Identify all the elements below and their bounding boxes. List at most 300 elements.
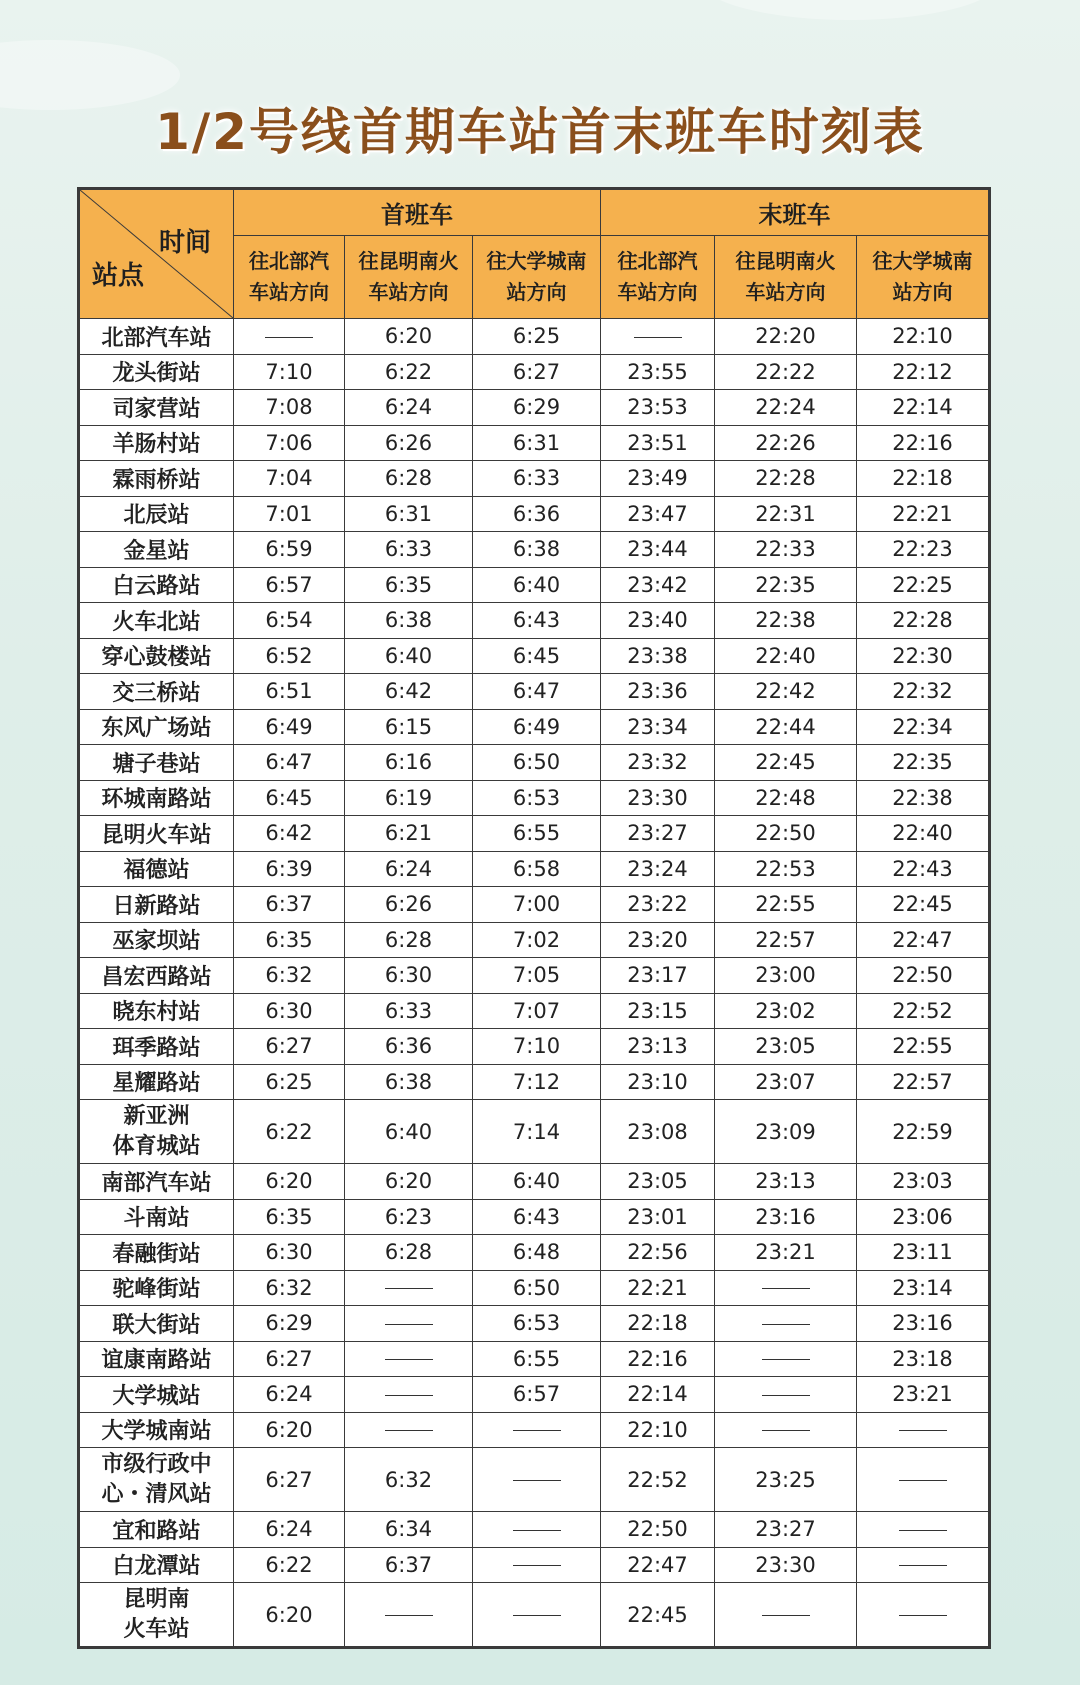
time-cell: 6:42 xyxy=(234,816,345,852)
station-name: 宜和路站 xyxy=(79,1512,234,1548)
time-cell: 22:16 xyxy=(857,425,990,461)
time-cell: 6:40 xyxy=(473,567,601,603)
time-cell: 6:49 xyxy=(234,709,345,745)
time-cell: 6:50 xyxy=(473,745,601,781)
time-cell: 23:10 xyxy=(601,1064,715,1100)
table-row xyxy=(79,1199,990,1235)
time-cell: 22:45 xyxy=(715,745,857,781)
table-row xyxy=(79,922,990,958)
time-cell: 22:48 xyxy=(715,780,857,816)
station-name: 穿心鼓楼站 xyxy=(79,638,234,674)
time-cell: 6:22 xyxy=(345,354,473,390)
time-cell: 22:50 xyxy=(715,816,857,852)
table-row xyxy=(79,638,990,674)
table-row xyxy=(79,1164,990,1200)
table-row xyxy=(79,993,990,1029)
station-name: 联大街站 xyxy=(79,1306,234,1342)
dash-mark xyxy=(762,1615,810,1616)
time-cell: 6:34 xyxy=(345,1512,473,1548)
no-service-cell xyxy=(715,1583,857,1648)
time-cell: 23:14 xyxy=(857,1270,990,1306)
time-cell: 6:28 xyxy=(345,461,473,497)
time-cell: 23:09 xyxy=(715,1100,857,1164)
time-cell: 6:30 xyxy=(234,993,345,1029)
time-cell: 6:26 xyxy=(345,425,473,461)
dash-mark xyxy=(385,1615,433,1616)
time-cell: 22:40 xyxy=(715,638,857,674)
time-cell: 7:12 xyxy=(473,1064,601,1100)
station-name: 谊康南路站 xyxy=(79,1341,234,1377)
time-cell: 23:30 xyxy=(601,780,715,816)
table-row xyxy=(79,603,990,639)
time-cell: 23:27 xyxy=(601,816,715,852)
time-cell: 23:01 xyxy=(601,1199,715,1235)
time-cell: 6:33 xyxy=(345,993,473,1029)
table-row xyxy=(79,1235,990,1271)
dash-mark xyxy=(513,1565,561,1566)
time-cell: 23:16 xyxy=(857,1306,990,1342)
time-cell: 6:36 xyxy=(345,1029,473,1065)
time-cell: 22:18 xyxy=(601,1306,715,1342)
time-cell: 22:57 xyxy=(857,1064,990,1100)
time-cell: 6:20 xyxy=(345,1164,473,1200)
time-cell: 22:31 xyxy=(715,496,857,532)
time-cell: 23:20 xyxy=(601,922,715,958)
table-row xyxy=(79,532,990,568)
time-cell: 6:28 xyxy=(345,922,473,958)
direction-header-first-2: 往昆明南火 车站方向 xyxy=(345,236,473,319)
dash-mark xyxy=(385,1324,433,1325)
time-cell: 22:23 xyxy=(857,532,990,568)
no-service-cell xyxy=(715,1306,857,1342)
time-cell: 6:32 xyxy=(345,1448,473,1512)
time-cell: 7:10 xyxy=(234,354,345,390)
time-cell: 22:55 xyxy=(857,1029,990,1065)
station-name: 昆明火车站 xyxy=(79,816,234,852)
time-cell: 6:38 xyxy=(473,532,601,568)
station-name: 大学城站 xyxy=(79,1377,234,1413)
time-cell: 7:14 xyxy=(473,1100,601,1164)
table-row xyxy=(79,1064,990,1100)
time-cell: 6:38 xyxy=(345,603,473,639)
no-service-cell xyxy=(857,1583,990,1648)
dash-mark xyxy=(762,1288,810,1289)
time-cell: 6:20 xyxy=(345,319,473,355)
time-cell: 6:25 xyxy=(234,1064,345,1100)
no-service-cell xyxy=(473,1512,601,1548)
time-cell: 22:45 xyxy=(601,1583,715,1648)
time-cell: 6:15 xyxy=(345,709,473,745)
time-cell: 22:33 xyxy=(715,532,857,568)
time-cell: 23:42 xyxy=(601,567,715,603)
time-cell: 23:36 xyxy=(601,674,715,710)
time-cell: 6:35 xyxy=(345,567,473,603)
time-cell: 6:42 xyxy=(345,674,473,710)
time-cell: 22:38 xyxy=(857,780,990,816)
time-cell: 22:53 xyxy=(715,851,857,887)
time-cell: 6:35 xyxy=(234,1199,345,1235)
time-cell: 7:05 xyxy=(473,958,601,994)
time-cell: 22:56 xyxy=(601,1235,715,1271)
station-name: 珥季路站 xyxy=(79,1029,234,1065)
time-cell: 23:34 xyxy=(601,709,715,745)
time-cell: 6:30 xyxy=(345,958,473,994)
time-cell: 22:35 xyxy=(857,745,990,781)
station-name: 白云路站 xyxy=(79,567,234,603)
station-name: 春融街站 xyxy=(79,1235,234,1271)
dash-mark xyxy=(513,1615,561,1616)
time-cell: 6:53 xyxy=(473,1306,601,1342)
time-cell: 6:40 xyxy=(345,638,473,674)
table-row xyxy=(79,1270,990,1306)
dash-mark xyxy=(634,337,682,338)
time-cell: 22:14 xyxy=(857,390,990,426)
no-service-cell xyxy=(715,1377,857,1413)
first-train-header: 首班车 xyxy=(234,189,601,236)
no-service-cell xyxy=(601,319,715,355)
time-cell: 23:38 xyxy=(601,638,715,674)
time-cell: 23:25 xyxy=(715,1448,857,1512)
last-train-header: 末班车 xyxy=(601,189,990,236)
time-cell: 22:24 xyxy=(715,390,857,426)
time-cell: 22:20 xyxy=(715,319,857,355)
no-service-cell xyxy=(345,1583,473,1648)
time-cell: 23:13 xyxy=(715,1164,857,1200)
station-name: 市级行政中 心・清风站 xyxy=(79,1448,234,1512)
direction-header-first-3: 往大学城南 站方向 xyxy=(473,236,601,319)
dash-mark xyxy=(899,1615,947,1616)
table-row xyxy=(79,674,990,710)
dash-mark xyxy=(513,1530,561,1531)
time-cell: 6:30 xyxy=(234,1235,345,1271)
table-row xyxy=(79,1512,990,1548)
time-cell: 23:27 xyxy=(715,1512,857,1548)
time-cell: 22:43 xyxy=(857,851,990,887)
time-cell: 22:59 xyxy=(857,1100,990,1164)
station-name: 环城南路站 xyxy=(79,780,234,816)
time-cell: 6:26 xyxy=(345,887,473,923)
time-cell: 6:31 xyxy=(473,425,601,461)
station-name: 交三桥站 xyxy=(79,674,234,710)
time-cell: 6:21 xyxy=(345,816,473,852)
dash-mark xyxy=(513,1480,561,1481)
time-cell: 7:06 xyxy=(234,425,345,461)
dash-mark xyxy=(899,1480,947,1481)
table-row xyxy=(79,1100,990,1164)
time-cell: 22:10 xyxy=(601,1412,715,1448)
dash-mark xyxy=(385,1359,433,1360)
time-cell: 6:27 xyxy=(473,354,601,390)
dash-mark xyxy=(385,1395,433,1396)
time-cell: 22:35 xyxy=(715,567,857,603)
time-cell: 6:40 xyxy=(473,1164,601,1200)
table-row xyxy=(79,390,990,426)
time-cell: 6:24 xyxy=(234,1512,345,1548)
station-name: 南部汽车站 xyxy=(79,1164,234,1200)
table-row xyxy=(79,887,990,923)
time-cell: 6:49 xyxy=(473,709,601,745)
corner-time-label: 时间 xyxy=(158,228,211,258)
time-cell: 6:48 xyxy=(473,1235,601,1271)
station-name: 金星站 xyxy=(79,532,234,568)
no-service-cell xyxy=(857,1448,990,1512)
station-name: 龙头街站 xyxy=(79,354,234,390)
no-service-cell xyxy=(857,1547,990,1583)
time-cell: 22:26 xyxy=(715,425,857,461)
time-cell: 6:45 xyxy=(234,780,345,816)
no-service-cell xyxy=(473,1547,601,1583)
table-row xyxy=(79,425,990,461)
time-cell: 6:25 xyxy=(473,319,601,355)
time-cell: 23:51 xyxy=(601,425,715,461)
page-title: 1/2号线首期车站首末班车时刻表 xyxy=(155,103,925,161)
time-cell: 22:25 xyxy=(857,567,990,603)
time-cell: 6:57 xyxy=(234,567,345,603)
table-row xyxy=(79,354,990,390)
time-cell: 22:21 xyxy=(857,496,990,532)
background-swirl xyxy=(700,0,1000,20)
table-row xyxy=(79,1377,990,1413)
time-cell: 23:18 xyxy=(857,1341,990,1377)
time-cell: 6:52 xyxy=(234,638,345,674)
no-service-cell xyxy=(345,1341,473,1377)
dash-mark xyxy=(762,1324,810,1325)
table-row xyxy=(79,851,990,887)
table-row xyxy=(79,1547,990,1583)
time-cell: 22:47 xyxy=(857,922,990,958)
time-cell: 23:06 xyxy=(857,1199,990,1235)
station-name: 昌宏西路站 xyxy=(79,958,234,994)
time-cell: 7:08 xyxy=(234,390,345,426)
station-name: 北辰站 xyxy=(79,496,234,532)
time-cell: 22:16 xyxy=(601,1341,715,1377)
timetable xyxy=(77,187,991,1649)
time-cell: 6:50 xyxy=(473,1270,601,1306)
direction-header-last-1: 往北部汽 车站方向 xyxy=(601,236,715,319)
table-row xyxy=(79,1029,990,1065)
time-cell: 22:45 xyxy=(857,887,990,923)
time-cell: 22:12 xyxy=(857,354,990,390)
time-cell: 7:02 xyxy=(473,922,601,958)
time-cell: 6:28 xyxy=(345,1235,473,1271)
time-cell: 6:32 xyxy=(234,958,345,994)
station-name: 日新路站 xyxy=(79,887,234,923)
time-cell: 6:23 xyxy=(345,1199,473,1235)
direction-header-last-3: 往大学城南 站方向 xyxy=(857,236,990,319)
time-cell: 7:10 xyxy=(473,1029,601,1065)
station-name: 星耀路站 xyxy=(79,1064,234,1100)
time-cell: 6:40 xyxy=(345,1100,473,1164)
time-cell: 6:22 xyxy=(234,1100,345,1164)
no-service-cell xyxy=(715,1341,857,1377)
table-row xyxy=(79,319,990,355)
time-cell: 6:27 xyxy=(234,1341,345,1377)
time-cell: 23:08 xyxy=(601,1100,715,1164)
station-name: 北部汽车站 xyxy=(79,319,234,355)
time-cell: 23:16 xyxy=(715,1199,857,1235)
time-cell: 22:22 xyxy=(715,354,857,390)
time-cell: 6:29 xyxy=(473,390,601,426)
time-cell: 22:50 xyxy=(857,958,990,994)
time-cell: 6:59 xyxy=(234,532,345,568)
time-cell: 6:38 xyxy=(345,1064,473,1100)
station-name: 大学城南站 xyxy=(79,1412,234,1448)
dash-mark xyxy=(762,1395,810,1396)
table-row xyxy=(79,461,990,497)
time-cell: 22:55 xyxy=(715,887,857,923)
time-cell: 22:38 xyxy=(715,603,857,639)
no-service-cell xyxy=(473,1412,601,1448)
table-row xyxy=(79,567,990,603)
time-cell: 6:37 xyxy=(345,1547,473,1583)
corner-header-cell xyxy=(79,189,234,319)
time-cell: 23:22 xyxy=(601,887,715,923)
time-cell: 6:16 xyxy=(345,745,473,781)
table-row xyxy=(79,496,990,532)
time-cell: 6:47 xyxy=(473,674,601,710)
no-service-cell xyxy=(345,1377,473,1413)
table-row xyxy=(79,1412,990,1448)
time-cell: 23:55 xyxy=(601,354,715,390)
time-cell: 6:20 xyxy=(234,1583,345,1648)
time-cell: 23:11 xyxy=(857,1235,990,1271)
dash-mark xyxy=(762,1430,810,1431)
time-cell: 6:58 xyxy=(473,851,601,887)
time-cell: 22:28 xyxy=(857,603,990,639)
time-cell: 6:19 xyxy=(345,780,473,816)
time-cell: 6:31 xyxy=(345,496,473,532)
time-cell: 22:44 xyxy=(715,709,857,745)
time-cell: 7:07 xyxy=(473,993,601,1029)
station-name: 白龙潭站 xyxy=(79,1547,234,1583)
no-service-cell xyxy=(345,1412,473,1448)
time-cell: 6:32 xyxy=(234,1270,345,1306)
time-cell: 22:21 xyxy=(601,1270,715,1306)
time-cell: 6:27 xyxy=(234,1448,345,1512)
time-cell: 6:45 xyxy=(473,638,601,674)
direction-header-last-2: 往昆明南火 车站方向 xyxy=(715,236,857,319)
table-row xyxy=(79,958,990,994)
station-name: 塘子巷站 xyxy=(79,745,234,781)
time-cell: 6:20 xyxy=(234,1412,345,1448)
dash-mark xyxy=(265,337,313,338)
no-service-cell xyxy=(473,1448,601,1512)
time-cell: 6:29 xyxy=(234,1306,345,1342)
table-row xyxy=(79,1341,990,1377)
dash-mark xyxy=(899,1530,947,1531)
dash-mark xyxy=(385,1288,433,1289)
no-service-cell xyxy=(857,1412,990,1448)
time-cell: 6:24 xyxy=(345,851,473,887)
time-cell: 23:21 xyxy=(715,1235,857,1271)
dash-mark xyxy=(899,1565,947,1566)
time-cell: 23:00 xyxy=(715,958,857,994)
station-name: 驼峰街站 xyxy=(79,1270,234,1306)
time-cell: 6:43 xyxy=(473,1199,601,1235)
time-cell: 22:34 xyxy=(857,709,990,745)
no-service-cell xyxy=(234,319,345,355)
time-cell: 22:18 xyxy=(857,461,990,497)
direction-header-first-1: 往北部汽 车站方向 xyxy=(234,236,345,319)
station-name: 司家营站 xyxy=(79,390,234,426)
station-name: 新亚洲 体育城站 xyxy=(79,1100,234,1164)
time-cell: 23:24 xyxy=(601,851,715,887)
time-cell: 23:03 xyxy=(857,1164,990,1200)
station-name: 霖雨桥站 xyxy=(79,461,234,497)
time-cell: 22:32 xyxy=(857,674,990,710)
table-row xyxy=(79,1583,990,1648)
no-service-cell xyxy=(715,1412,857,1448)
time-cell: 23:02 xyxy=(715,993,857,1029)
time-cell: 22:50 xyxy=(601,1512,715,1548)
dash-mark xyxy=(385,1430,433,1431)
time-cell: 6:53 xyxy=(473,780,601,816)
time-cell: 22:40 xyxy=(857,816,990,852)
no-service-cell xyxy=(473,1583,601,1648)
time-cell: 6:27 xyxy=(234,1029,345,1065)
time-cell: 6:55 xyxy=(473,1341,601,1377)
time-cell: 23:40 xyxy=(601,603,715,639)
time-cell: 6:35 xyxy=(234,922,345,958)
time-cell: 23:07 xyxy=(715,1064,857,1100)
time-cell: 23:21 xyxy=(857,1377,990,1413)
timetable-container xyxy=(77,187,988,1649)
table-row xyxy=(79,1448,990,1512)
no-service-cell xyxy=(715,1270,857,1306)
time-cell: 6:22 xyxy=(234,1547,345,1583)
time-cell: 22:57 xyxy=(715,922,857,958)
time-cell: 6:54 xyxy=(234,603,345,639)
time-cell: 6:47 xyxy=(234,745,345,781)
time-cell: 23:44 xyxy=(601,532,715,568)
time-cell: 7:01 xyxy=(234,496,345,532)
time-cell: 23:15 xyxy=(601,993,715,1029)
time-cell: 6:51 xyxy=(234,674,345,710)
station-name: 昆明南 火车站 xyxy=(79,1583,234,1648)
time-cell: 7:04 xyxy=(234,461,345,497)
time-cell: 6:39 xyxy=(234,851,345,887)
time-cell: 22:30 xyxy=(857,638,990,674)
time-cell: 23:17 xyxy=(601,958,715,994)
time-cell: 7:00 xyxy=(473,887,601,923)
time-cell: 22:52 xyxy=(601,1448,715,1512)
station-name: 火车北站 xyxy=(79,603,234,639)
dash-mark xyxy=(762,1359,810,1360)
time-cell: 22:28 xyxy=(715,461,857,497)
time-cell: 22:52 xyxy=(857,993,990,1029)
time-cell: 23:49 xyxy=(601,461,715,497)
station-name: 东风广场站 xyxy=(79,709,234,745)
time-cell: 6:55 xyxy=(473,816,601,852)
time-cell: 23:32 xyxy=(601,745,715,781)
time-cell: 22:42 xyxy=(715,674,857,710)
time-cell: 23:05 xyxy=(715,1029,857,1065)
station-name: 羊肠村站 xyxy=(79,425,234,461)
table-row xyxy=(79,816,990,852)
dash-mark xyxy=(513,1430,561,1431)
time-cell: 6:20 xyxy=(234,1164,345,1200)
time-cell: 22:14 xyxy=(601,1377,715,1413)
time-cell: 6:57 xyxy=(473,1377,601,1413)
time-cell: 23:53 xyxy=(601,390,715,426)
table-row xyxy=(79,709,990,745)
corner-station-label: 站点 xyxy=(92,261,145,291)
dash-mark xyxy=(899,1430,947,1431)
time-cell: 6:36 xyxy=(473,496,601,532)
table-row xyxy=(79,745,990,781)
time-cell: 23:47 xyxy=(601,496,715,532)
no-service-cell xyxy=(345,1306,473,1342)
